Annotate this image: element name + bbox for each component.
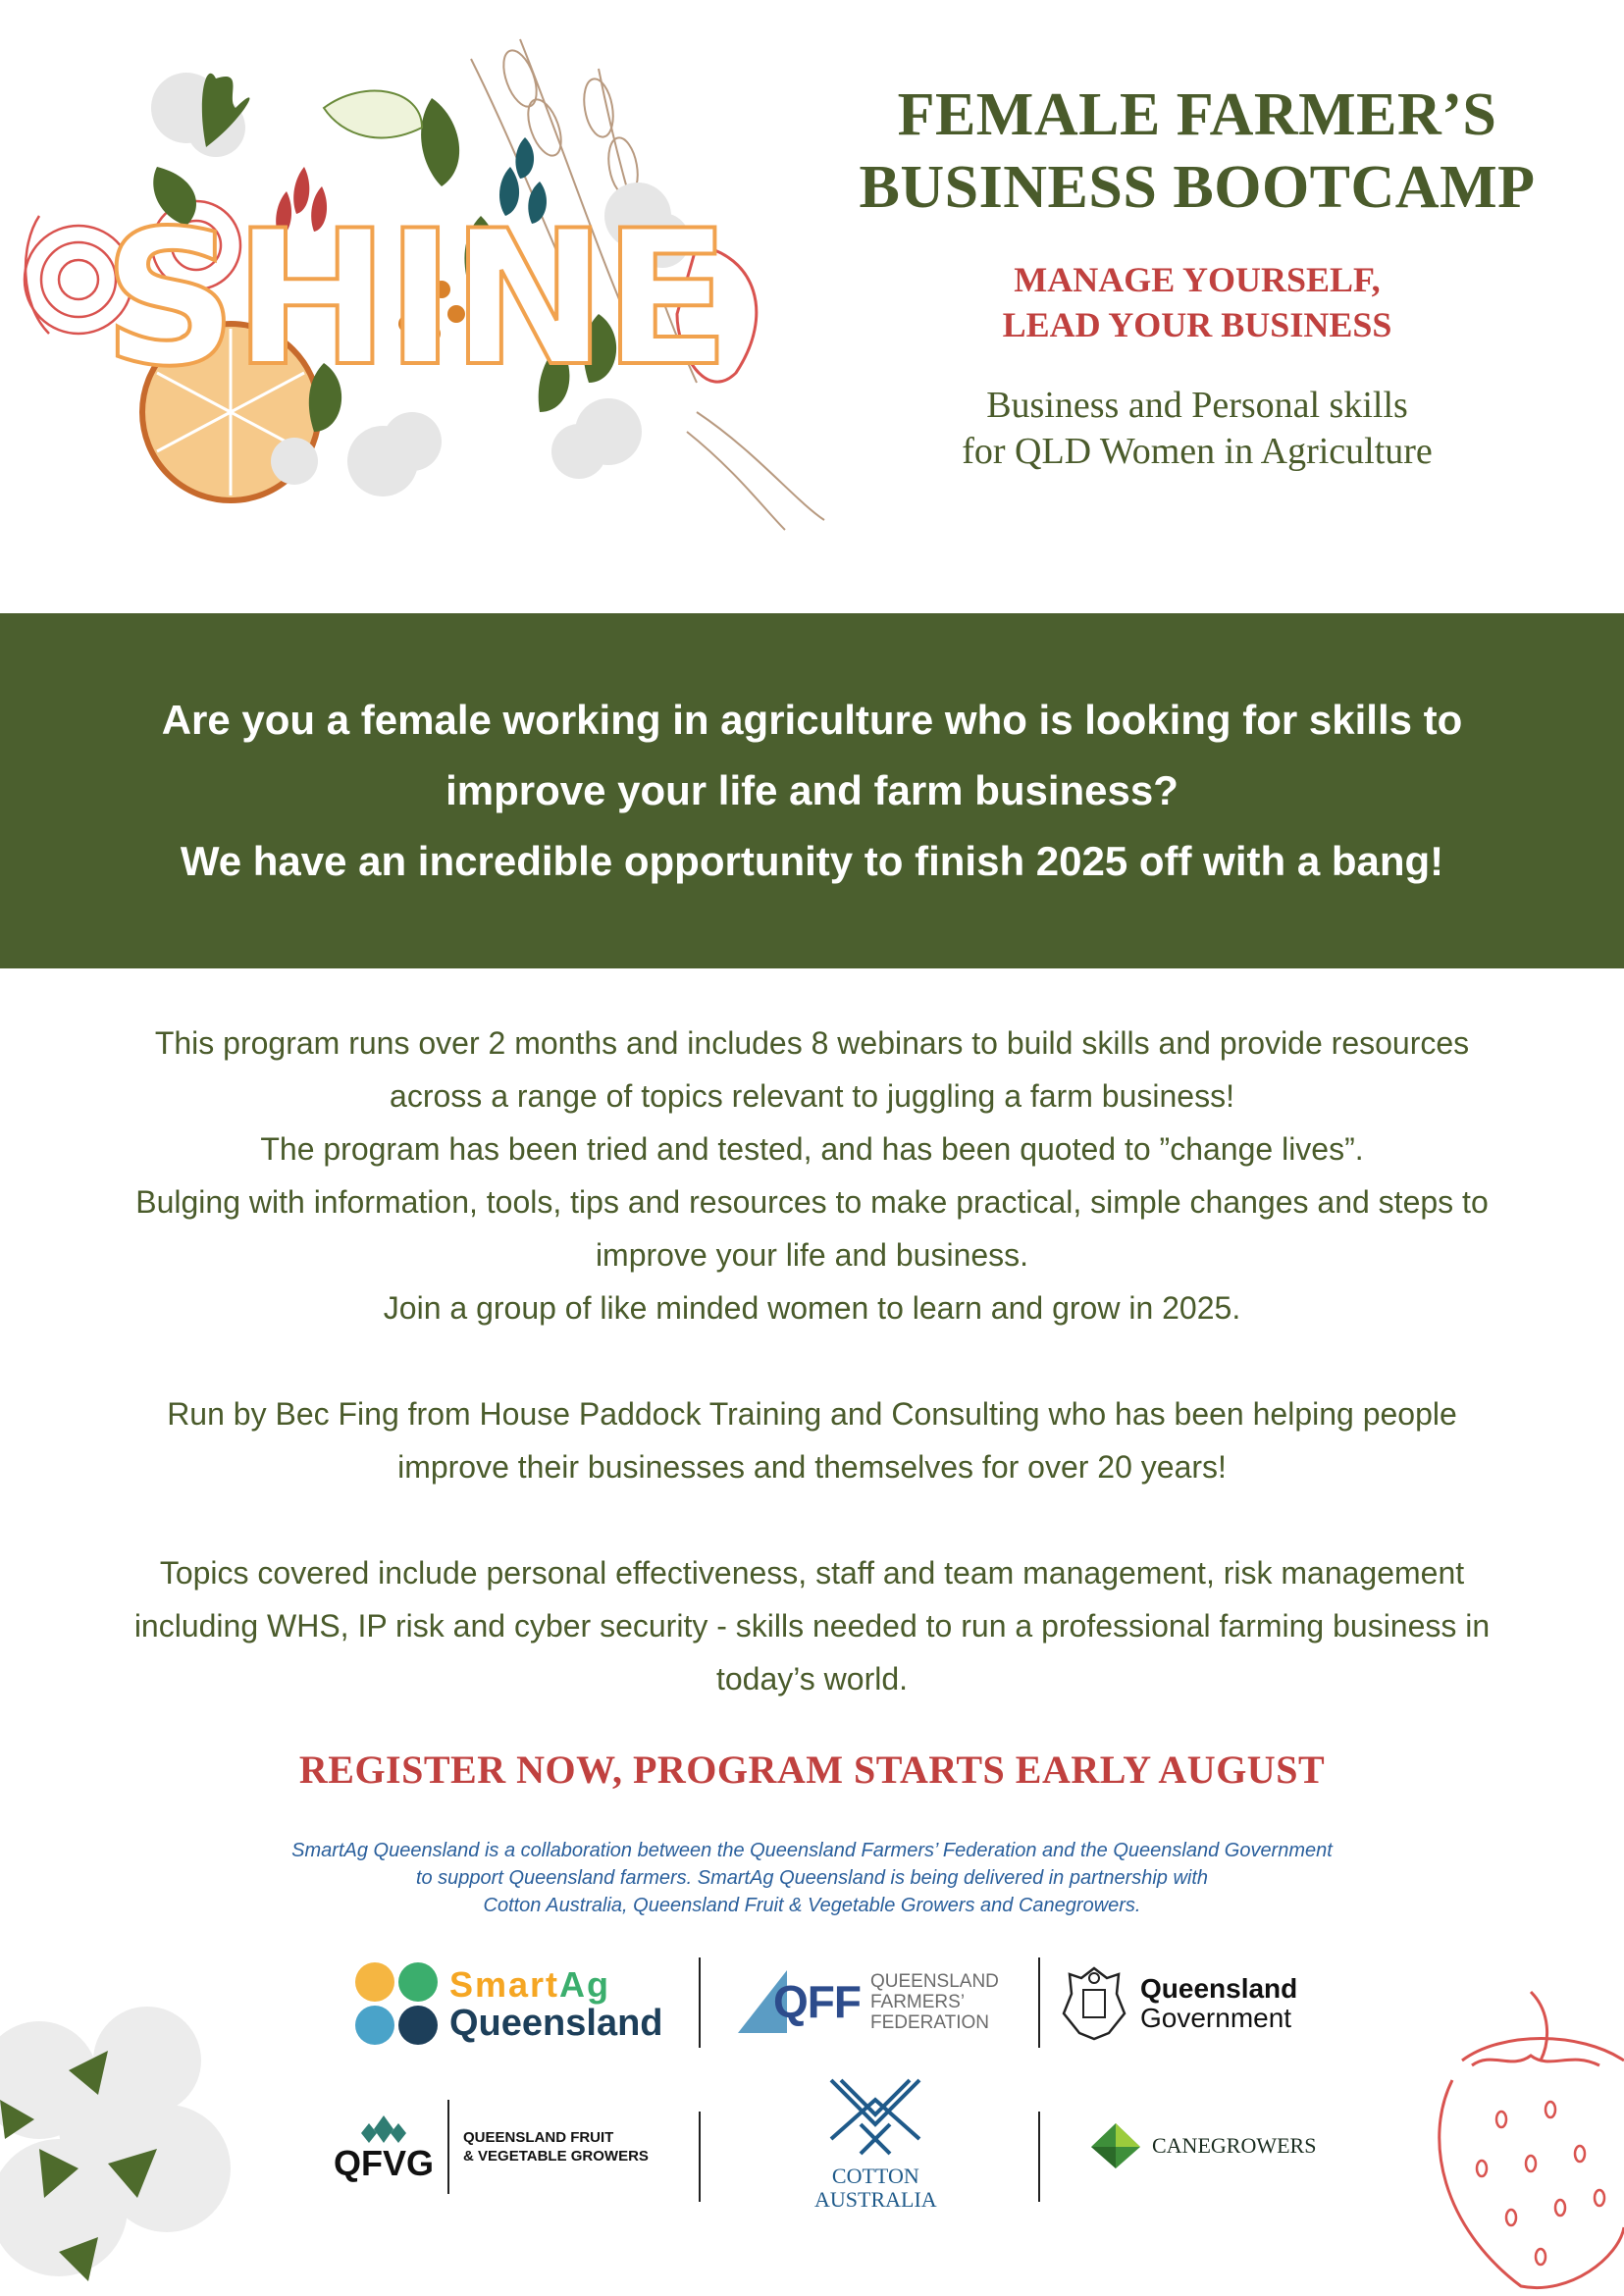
program-line: Bulging with information, tools, tips and resources to make practical, simple changes and steps to — [135, 1184, 1489, 1220]
tagline — [805, 257, 1590, 347]
qfvg-name-line: & VEGETABLE GROWERS — [463, 2148, 649, 2165]
title-line-1: FEMALE FARMER’S — [897, 81, 1497, 148]
topics-line: Topics covered include personal effectiveness, staff and team management, risk management — [159, 1555, 1465, 1591]
topics-line: today’s world. — [715, 1661, 909, 1696]
qfvg-mark — [334, 2112, 434, 2182]
disclaimer-line: to support Queensland farmers. SmartAg Queensland is being delivered in partnership with — [415, 1867, 1209, 1889]
qld-gov-line-2: Government — [1140, 2003, 1292, 2033]
smartag-queensland-logo — [353, 1960, 663, 2049]
queensland-government-logo — [1060, 1964, 1297, 2043]
qff-name-line: QUEENSLAND — [869, 1970, 999, 1992]
smartag-ag-text: Ag — [559, 1964, 611, 2005]
smartag-wordmark — [449, 1966, 663, 2043]
smartag-queensland-text: Queensland — [449, 2003, 663, 2044]
presenter-line: Run by Bec Fing from House Paddock Training and Consulting who has been helping people — [167, 1396, 1457, 1432]
intro-banner — [0, 613, 1624, 968]
logo-divider — [1038, 1957, 1040, 2048]
program-description — [29, 1017, 1595, 1758]
coat-of-arms-icon — [1060, 1964, 1128, 2043]
canegrowers-logo — [1089, 2121, 1316, 2170]
title-block — [805, 78, 1590, 475]
svg-text:SHINE: SHINE — [103, 190, 727, 407]
subtitle — [805, 383, 1590, 475]
qff-logo — [738, 1970, 999, 2033]
subtitle-line-2: for QLD Women in Agriculture — [962, 431, 1433, 472]
presenter-paragraph — [29, 1387, 1595, 1493]
qff-name-line: FARMERS’ — [869, 1991, 966, 2012]
banner-line-3: We have an incredible opportunity to finish 2025 off with a bang! — [180, 838, 1444, 884]
shine-floral-artwork — [10, 20, 854, 540]
title-line-2: BUSINESS BOOTCAMP — [859, 154, 1536, 221]
cotton-australia-logo — [814, 2070, 937, 2212]
strawberry-decoration — [1403, 1972, 1624, 2296]
canegrowers-leaf-icon — [1089, 2121, 1142, 2170]
program-line: improve your life and business. — [595, 1237, 1029, 1273]
qld-gov-line-1: Queensland — [1140, 1973, 1298, 2004]
cotton-line-2: AUSTRALIA — [814, 2187, 937, 2212]
qff-name — [870, 1971, 999, 2033]
qff-mark-text: QFF — [773, 1976, 861, 2027]
cotton-australia-wordmark — [814, 2165, 937, 2212]
program-line: across a range of topics relevant to juggling a farm business! — [390, 1078, 1234, 1114]
register-call-to-action: REGISTER NOW, PROGRAM STARTS EARLY AUGUST — [298, 1748, 1326, 1792]
tagline-line-1: MANAGE YOURSELF, — [1014, 260, 1381, 299]
logo-divider — [1038, 2112, 1040, 2202]
program-line: Join a group of like minded women to learn and grow in 2025. — [383, 1290, 1241, 1326]
disclaimer-line: SmartAg Queensland is a collaboration between the Queensland Farmers’ Federation and the Queensland Government — [291, 1840, 1333, 1861]
cotton-australia-emblem-icon — [821, 2070, 929, 2165]
qfvg-leaf-icon — [359, 2112, 408, 2145]
subtitle-line-1: Business and Personal skills — [986, 385, 1408, 426]
queensland-government-wordmark — [1140, 1974, 1297, 2033]
cotton-line-1: COTTON — [831, 2164, 919, 2188]
qfvg-name-line: QUEENSLAND FRUIT — [463, 2129, 614, 2146]
banner-line-2: improve your life and farm business? — [445, 767, 1179, 813]
qfvg-name — [463, 2128, 649, 2166]
qfvg-logo — [334, 2100, 649, 2194]
qff-name-line: FEDERATION — [869, 2011, 990, 2033]
cotton-boll-decoration — [0, 2002, 255, 2296]
smartag-smart-text: Smart — [449, 1964, 560, 2005]
logo-divider — [699, 1957, 701, 2048]
topics-line: including WHS, IP risk and cyber security - skills needed to run a professional farming business in — [133, 1608, 1491, 1644]
topics-paragraph — [29, 1546, 1595, 1705]
program-line: The program has been tried and tested, and has been quoted to ”change lives”. — [260, 1131, 1364, 1167]
presenter-line: improve their businesses and themselves for over 20 years! — [397, 1449, 1227, 1485]
logo-divider — [699, 2112, 701, 2202]
canegrowers-wordmark: CANEGROWERS — [1152, 2133, 1317, 2158]
program-line: This program runs over 2 months and includes 8 webinars to build skills and provide resources — [154, 1025, 1470, 1061]
partnership-disclaimer — [0, 1837, 1624, 1919]
program-paragraph — [29, 1017, 1595, 1334]
tagline-line-2: LEAD YOUR BUSINESS — [1002, 305, 1392, 344]
qfvg-separator — [447, 2100, 449, 2194]
page-title — [805, 78, 1590, 224]
banner-line-1: Are you a female working in agriculture who is looking for skills to — [161, 697, 1463, 743]
qfvg-mark-text: QFVG — [334, 2143, 435, 2183]
smartag-circles-icon — [353, 1960, 442, 2049]
disclaimer-line: Cotton Australia, Queensland Fruit & Vegetable Growers and Canegrowers. — [483, 1895, 1141, 1916]
